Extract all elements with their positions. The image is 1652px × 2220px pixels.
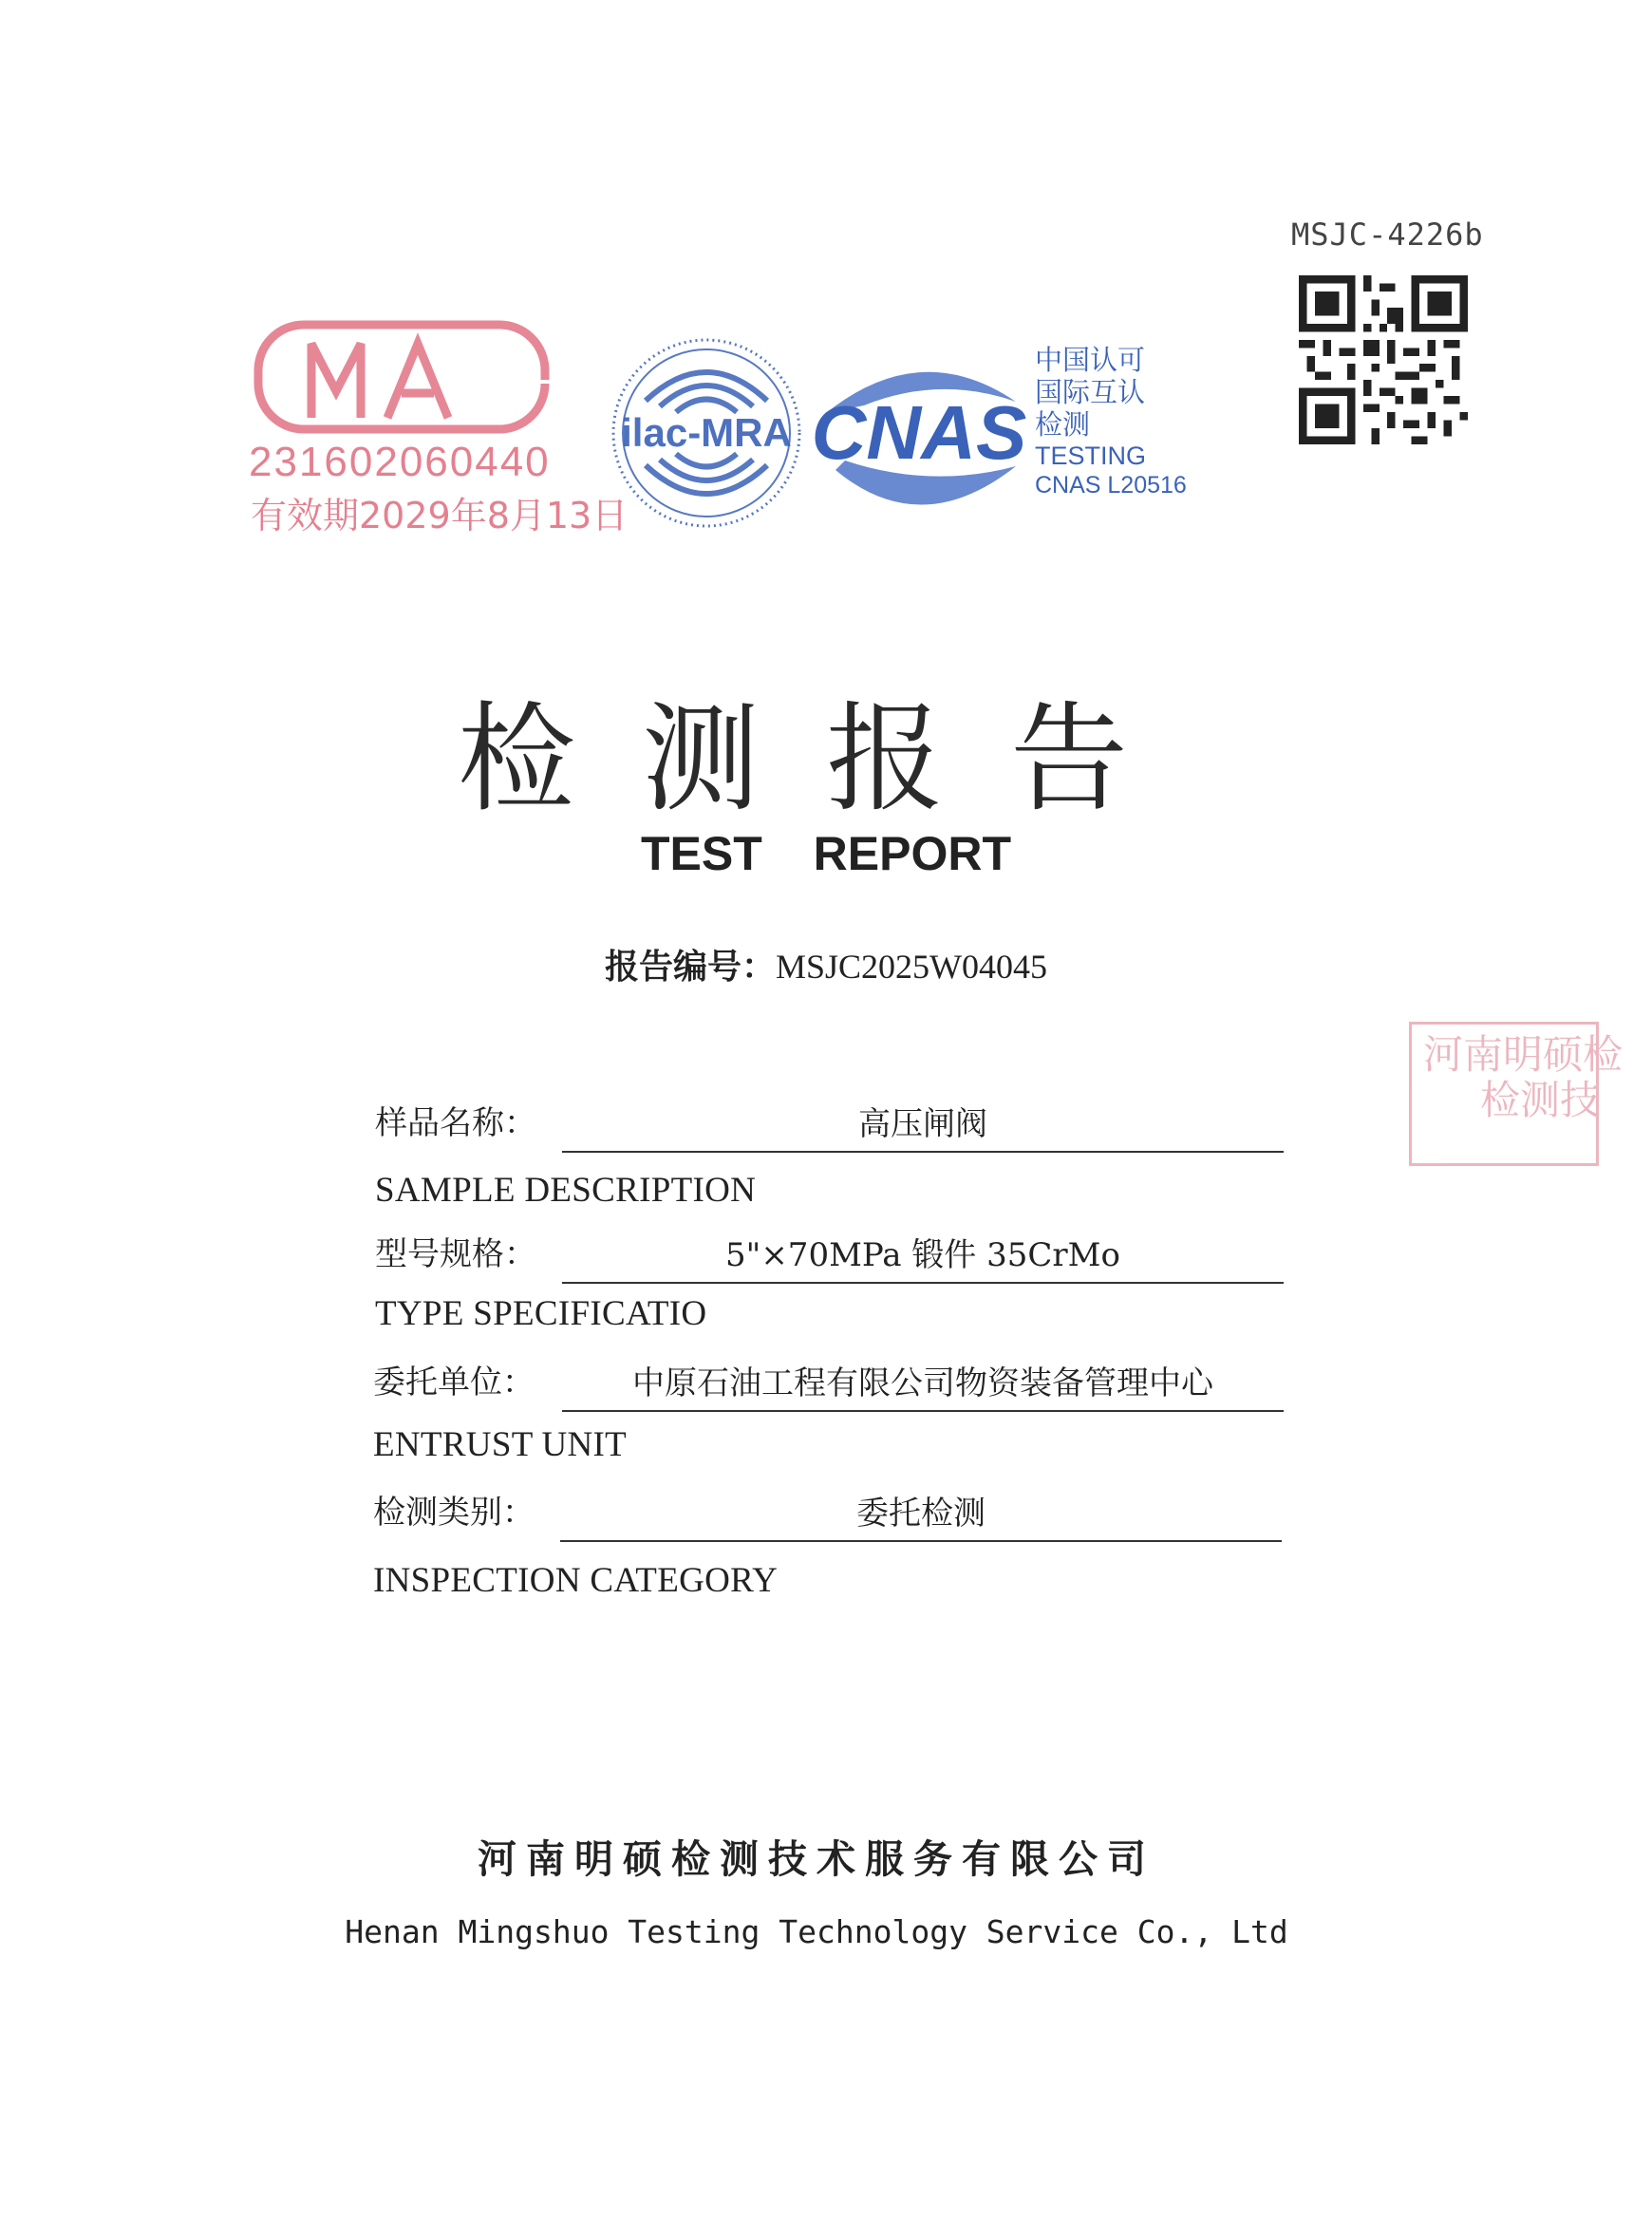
cma-number: 231602060440 bbox=[249, 439, 551, 485]
sample-name-label: 样品名称： bbox=[375, 1104, 536, 1142]
entrust-unit-label-en: ENTRUST UNIT bbox=[373, 1425, 628, 1464]
report-number-label: 报告编号： bbox=[604, 948, 776, 987]
report-number bbox=[0, 940, 1652, 988]
company-name-en: Henan Mingshuo Testing Technology Service Co., Ltd bbox=[345, 1913, 1288, 1950]
entrust-unit-label: 委托单位： bbox=[373, 1364, 535, 1402]
company-name-cn: 河南明硕检测技术服务有限公司 bbox=[478, 1836, 1155, 1882]
company-stamp-partial bbox=[1409, 1022, 1624, 1166]
qr-code-icon bbox=[1299, 275, 1468, 444]
side-stamp-line-1: 河南明硕检 bbox=[1423, 1031, 1624, 1078]
cma-valid-date: 有效期2029年8月13日 bbox=[251, 495, 629, 536]
cnas-logo-icon bbox=[807, 347, 1035, 527]
inspection-category-value: 委托检测 bbox=[560, 1491, 1282, 1542]
ilac-text: ilac-MRA bbox=[621, 410, 792, 455]
cnas-line-2: 国际互认 bbox=[1035, 376, 1146, 409]
side-stamp-line-2: 检测技 bbox=[1480, 1077, 1601, 1124]
type-spec-label-en: TYPE SPECIFICATIO bbox=[375, 1294, 707, 1333]
report-number-value: MSJC2025W04045 bbox=[775, 948, 1048, 986]
sample-name-value: 高压闸阀 bbox=[562, 1101, 1284, 1153]
type-spec-label: 型号规格： bbox=[375, 1235, 536, 1273]
document-code: MSJC-4226b bbox=[1291, 216, 1484, 253]
entrust-unit-value: 中原石油工程有限公司物资装备管理中心 bbox=[562, 1361, 1284, 1412]
report-title-en: TEST REPORT bbox=[640, 827, 1012, 880]
cnas-reg-no: CNAS L20516 bbox=[1035, 471, 1187, 499]
cma-seal bbox=[245, 313, 629, 541]
cnas-text: CNAS bbox=[811, 390, 1027, 475]
ilac-mra-logo-icon bbox=[608, 334, 805, 532]
type-spec-value: 5"×70MPa 锻件 35CrMo bbox=[562, 1232, 1284, 1284]
cma-logo-icon bbox=[245, 313, 558, 442]
cnas-caption bbox=[1035, 344, 1187, 499]
report-title-cn: 检测报告 bbox=[457, 691, 1194, 828]
cnas-line-3: 检测 bbox=[1035, 408, 1091, 442]
cnas-line-4: TESTING bbox=[1035, 441, 1147, 470]
sample-description-label-en: SAMPLE DESCRIPTION bbox=[375, 1171, 757, 1210]
inspection-category-label-en: INSPECTION CATEGORY bbox=[373, 1561, 779, 1600]
inspection-category-label: 检测类别： bbox=[373, 1494, 535, 1532]
cnas-line-1: 中国认可 bbox=[1035, 344, 1146, 376]
